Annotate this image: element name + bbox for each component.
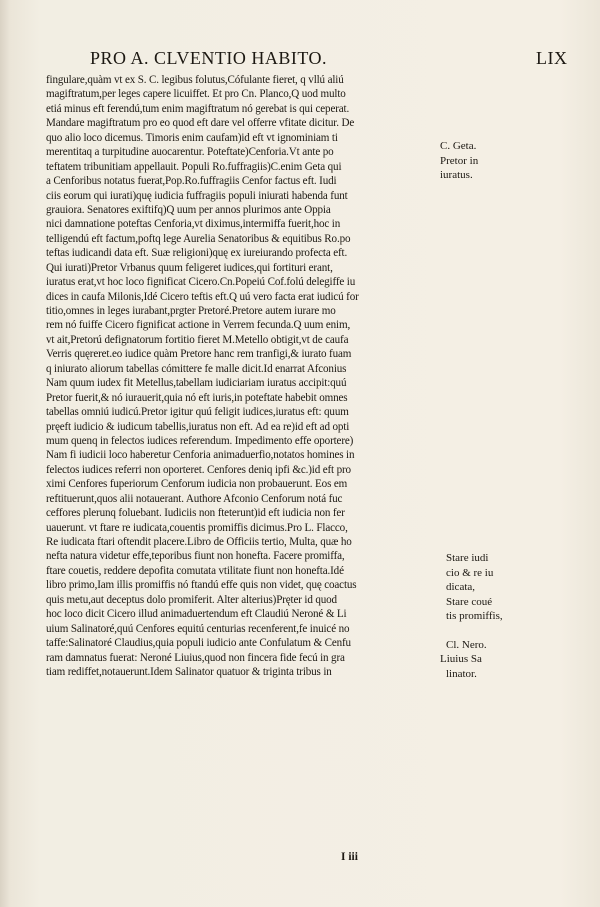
text-line: ximi Cenfores fuperiorum Cenforum iudicia non probauerunt. Eos em <box>46 478 348 491</box>
folio-number: LIX <box>536 48 568 68</box>
margin-note: tis promiffis, <box>446 610 503 622</box>
text-line: uauerunt. vt ftare re iudicata,couentis promiffis dicimus.Pro L. Flacco, <box>46 521 348 534</box>
text-line: etiá minus eft ferendú,tum enim magiftratum nó gerebat is qui ceperat. <box>46 102 350 115</box>
running-head-title: PRO A. CLVENTIO HABITO. <box>90 48 328 68</box>
text-line: Mandare magiftratum pro eo quod eft dare vel offerre vfitate dicitur. De <box>46 117 355 130</box>
margin-note: Stare iudi <box>446 552 489 564</box>
text-line: titio,omnes in leges iurabant,prgter Pretoré.Pretore autem iurare mo <box>46 305 336 317</box>
text-line: taffe:Salinatoré Claudius,quia populi iudicio ante Confulatum & Cenfu <box>46 637 351 650</box>
text-line: grauiora. Senatores exiftifq)Q uum per annos plurimos ante Oppia <box>46 203 331 216</box>
text-line: Qui iurati)Pretor Vrbanus quum feligeret iudices,qui fortituri erant, <box>46 261 333 274</box>
margin-note: Cl. Nero. <box>446 639 487 651</box>
margin-note: dicata, <box>446 581 476 593</box>
commentary-text-block <box>46 73 436 679</box>
text-line: tiam rediffet,notauerunt.Idem Salinator quatuor & triginta tribus in <box>46 665 332 678</box>
text-line: Verris quęreret.eo iudice quàm Pretore hanc rem tranfigi,& iurato fuam <box>46 348 352 361</box>
text-line: nici damnatione poteftas Cenforia,vt diximus,intermiffa fuerit,hoc in <box>46 218 341 231</box>
text-line: hoc loco dicit Cicero illud animaduertendum eft Claudiú Neroné & Li <box>46 608 347 621</box>
margin-note: linator. <box>446 668 477 680</box>
text-line: q iniurato aliorum tabellas cómittere fe malle dicit.Id enarrat Afconius <box>46 362 347 375</box>
text-line: magiftratum,per leges capere licuiffet. Et pro Cn. Planco,Q uod multo <box>46 88 346 101</box>
margin-note: C. Geta. <box>440 140 477 152</box>
text-line: tabellas omniú iudicú.Pretor igitur quú feligit iudices,iuratus eft: quum <box>46 406 349 419</box>
text-line: teftas iudicandi data eft. Suæ religioni)quę ex iureiurando profecta eft. <box>46 247 348 260</box>
text-line: ciis eorum qui iurati)quę iudicia fuffragiis populi iniurati habenda funt <box>46 189 348 202</box>
margin-note: cio & re iu <box>446 567 494 579</box>
text-line: fingulare,quàm vt ex S. C. legibus folutus,Cófulante fieret, q vllú aliú <box>46 74 344 86</box>
text-line: telligendú eft factum,poftq lege Aurelia Senatoribus & equitibus Ro.po <box>46 232 351 245</box>
text-line: nefta natura videtur effe,teporibus fiunt non honefta. Facere promiffa, <box>46 550 345 563</box>
text-line: ftare couetis, reddere depofita comutata vtilitate fiunt non honefta.Idé <box>46 564 344 577</box>
margin-note: Pretor in <box>440 155 479 167</box>
text-line: mum quenq in felectos iudices referendum. Impedimento effe oportere) <box>46 434 354 447</box>
text-line: felectos iudices referri non oporteret. Cenfores deniq ipfi &c.)id eft pro <box>46 463 351 476</box>
text-line: ceffores plerunq foluebant. Iudiciis non fteterunt)id eft iudicia non fer <box>46 507 345 520</box>
text-line: rem nó fuiffe Cicero fignificat actione in Verrem fecunda.Q uum enim, <box>46 319 351 332</box>
text-line: a Cenforibus notatus fuerat,Pop.Ro.fuffragiis Cenfor factus eft. Iudi <box>46 175 337 188</box>
text-line: merentitaq a turpitudine auocarentur. Poteftate)Cenforia.Vt ante po <box>46 146 334 159</box>
text-line: Nam quum iudex fit Metellus,tabellam iudiciariam iuratus accipit:quú <box>46 377 347 390</box>
text-line: Pretor fuerit,& nó iurauerit,quia nó eft iuris,in poteftate habebit omnes <box>46 391 348 404</box>
text-line: teftatem tribunitiam appellauit. Populi Ro.fuffragiis)C.enim Geta qui <box>46 160 342 173</box>
text-line: libro primo,Iam illis promiffis nó ftandú effe quis non videt, quę coactus <box>46 579 357 592</box>
text-line: quo alio loco dicemus. Timoris enim caufam)id eft vt ignominiam ti <box>46 131 338 144</box>
text-line: Nam fi iudicii loco haberetur Cenforia animaduerfio,notatos homines in <box>46 449 355 462</box>
text-line: iuratus erat,vt hoc loco fignificat Cicero.Cn.Popeiú Cof.folú delegiffe iu <box>46 276 356 289</box>
text-line: dices in caufa Milonis,Idé Cicero teftis eft.Q uú vero facta erat iudicú for <box>46 290 359 303</box>
margin-note: iuratus. <box>440 169 473 181</box>
signature-mark: I iii <box>341 851 358 863</box>
text-line: reftituerunt,quos alii notauerant. Authore Afconio Cenforum notá fuc <box>46 492 343 505</box>
text-line: pręeft iudicio & iudicum tabellis,iuratus non eft. Ad ea re)id eft ad opti <box>46 420 350 433</box>
text-line: quis metu,aut deceptus dolo promiferit. Alter alterius)Pręter id quod <box>46 593 337 606</box>
text-line: vt ait,Pretorú defignatorum fortitio fieret M.Metello obtigit,vt de caufa <box>46 333 349 346</box>
margin-note: Stare coué <box>446 596 493 608</box>
text-line: ram damnatus fuerat: Neroné Liuius,quod non fincera fide fecú in gra <box>46 651 345 664</box>
text-line: uium Salinatoré,quú Cenfores equitú centurias recenferent,fe inuicé no <box>46 622 350 635</box>
text-line: Re iudicata ftari oftendit placere.Libro de Officiis tertio, Multa, quæ ho <box>46 536 352 548</box>
margin-note: Liuius Sa <box>440 653 482 665</box>
